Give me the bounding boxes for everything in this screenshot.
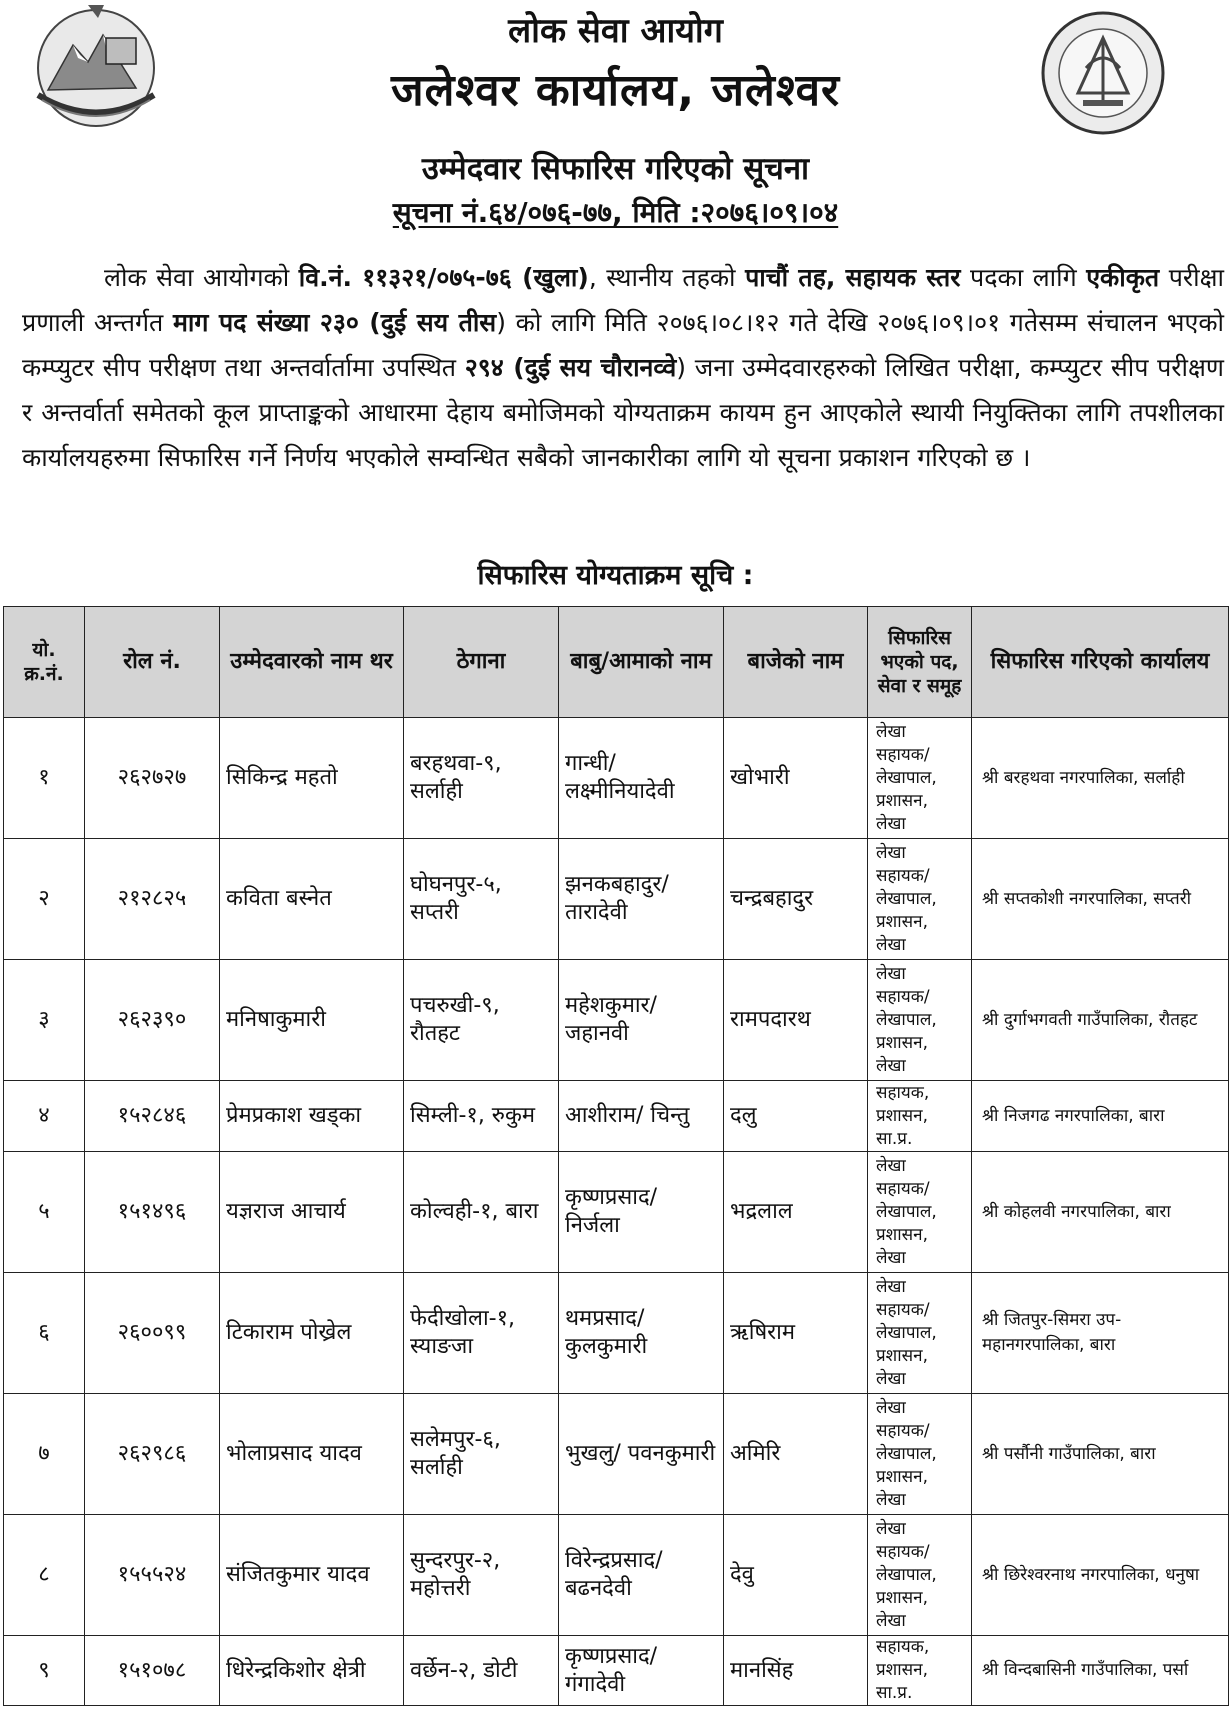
table-row [4, 1081, 1229, 1152]
cell-post: लेखा सहायक/ लेखापाल, प्रशासन, लेखा [868, 718, 972, 839]
cell-name: धिरेन्द्रकिशोर क्षेत्री [220, 1636, 404, 1706]
cell-post: सहायक, प्रशासन, सा.प्र. [868, 1081, 972, 1152]
cell-grandfather: खोभारी [724, 718, 868, 839]
cell-roll: १५१४९६ [85, 1152, 220, 1273]
cell-post: सहायक, प्रशासन, सा.प्र. [868, 1636, 972, 1706]
table-row [4, 839, 1229, 960]
cell-grandfather: ऋषिराम [724, 1273, 868, 1394]
cell-address: बरहथवा-९, सर्लाही [404, 718, 559, 839]
table-row [4, 1152, 1229, 1273]
cell-office: श्री दुर्गाभगवती गाउँपालिका, रौतहट [972, 960, 1229, 1081]
cell-post: लेखा सहायक/ लेखापाल, प्रशासन, लेखा [868, 1273, 972, 1394]
office-name: जलेश्वर कार्यालय, जलेश्वर [390, 65, 841, 116]
table-row [4, 960, 1229, 1081]
cell-post: लेखा सहायक/ लेखापाल, प्रशासन, लेखा [868, 1394, 972, 1515]
header-office: सिफारिस गरिएको कार्यालय [972, 607, 1229, 718]
cell-address: सुन्दरपुर-२, महोत्तरी [404, 1515, 559, 1636]
cell-office: श्री पर्सौनी गाउँपालिका, बारा [972, 1394, 1229, 1515]
cell-name: टिकाराम पोख्रेल [220, 1273, 404, 1394]
header-address: ठेगाना [404, 607, 559, 718]
cell-name: प्रेमप्रकाश खड्का [220, 1081, 404, 1152]
cell-roll: २६२३९० [85, 960, 220, 1081]
header-serial: यो. क्र.नं. [4, 607, 85, 718]
cell-serial: १ [4, 718, 85, 839]
notice-title: उम्मेदवार सिफारिस गरिएको सूचना [421, 151, 810, 187]
cell-grandfather: रामपदारथ [724, 960, 868, 1081]
cell-address: सलेमपुर-६, सर्लाही [404, 1394, 559, 1515]
cell-grandfather: मानसिंह [724, 1636, 868, 1706]
table-header-row [4, 607, 1229, 718]
cell-office: श्री छिरेश्वरनाथ नगरपालिका, धनुषा [972, 1515, 1229, 1636]
cell-office: श्री सप्तकोशी नगरपालिका, सप्तरी [972, 839, 1229, 960]
cell-serial: २ [4, 839, 85, 960]
cell-serial: ४ [4, 1081, 85, 1152]
header-roll: रोल नं. [85, 607, 220, 718]
cell-parents: आशीराम/ चिन्तु [559, 1081, 724, 1152]
cell-serial: ९ [4, 1636, 85, 1706]
cell-roll: २६००९९ [85, 1273, 220, 1394]
cell-name: यज्ञराज आचार्य [220, 1152, 404, 1273]
cell-parents: कृष्णप्रसाद/ निर्जला [559, 1152, 724, 1273]
cell-serial: ३ [4, 960, 85, 1081]
cell-grandfather: देवु [724, 1515, 868, 1636]
cell-parents: भुखलु/ पवनकुमारी [559, 1394, 724, 1515]
cell-address: वर्छेन-२, डोटी [404, 1636, 559, 1706]
cell-grandfather: अमिरि [724, 1394, 868, 1515]
list-title: सिफारिस योग्यताक्रम सूचि : [477, 560, 754, 591]
header-name: उम्मेदवारको नाम थर [220, 607, 404, 718]
cell-name: भोलाप्रसाद यादव [220, 1394, 404, 1515]
cell-roll: २६२९८६ [85, 1394, 220, 1515]
cell-office: श्री विन्दबासिनी गाउँपालिका, पर्सा [972, 1636, 1229, 1706]
cell-name: मनिषाकुमारी [220, 960, 404, 1081]
cell-office: श्री कोहलवी नगरपालिका, बारा [972, 1152, 1229, 1273]
table-row [4, 718, 1229, 839]
cell-address: सिम्ली-१, रुकुम [404, 1081, 559, 1152]
cell-serial: ८ [4, 1515, 85, 1636]
table-row [4, 1636, 1229, 1706]
cell-office: श्री निजगढ नगरपालिका, बारा [972, 1081, 1229, 1152]
cell-address: कोल्वही-१, बारा [404, 1152, 559, 1273]
table-row [4, 1394, 1229, 1515]
cell-serial: ५ [4, 1152, 85, 1273]
cell-post: लेखा सहायक/ लेखापाल, प्रशासन, लेखा [868, 1152, 972, 1273]
cell-name: संजितकुमार यादव [220, 1515, 404, 1636]
cell-grandfather: दलु [724, 1081, 868, 1152]
cell-address: पचरुखी-९, रौतहट [404, 960, 559, 1081]
cell-name: सिकिन्द्र महतो [220, 718, 404, 839]
cell-address: घोघनपुर-५, सप्तरी [404, 839, 559, 960]
cell-roll: १५१०७८ [85, 1636, 220, 1706]
cell-post: लेखा सहायक/ लेखापाल, प्रशासन, लेखा [868, 839, 972, 960]
cell-roll: २१२८२५ [85, 839, 220, 960]
cell-office: श्री बरहथवा नगरपालिका, सर्लाही [972, 718, 1229, 839]
cell-post: लेखा सहायक/ लेखापाल, प्रशासन, लेखा [868, 1515, 972, 1636]
notice-reference: सूचना नं.६४/०७६-७७, मिति :२०७६।०९।०४ [392, 196, 839, 229]
recommendation-table [3, 606, 1229, 1706]
header-post: सिफारिस भएको पद, सेवा र समूह [868, 607, 972, 718]
notice-paragraph: लोक सेवा आयोगको वि.नं. ११३२१/०७५-७६ (खुला), स्थानीय तहको पाचौं तह, सहायक स्तर पदका लागि एकीकृत परीक्षा प्रणाली अन्तर्गत माग पद संख्या २३० (दुई सय तीस) को लागि मिति २०७६।०८।१२ गते देखि २०७६।०९।०१ गतेसम्म संचालन भएको कम्प्युटर सीप परीक्षण तथा अन्तर्वार्तामा उपस्थित २९४ (दुई सय चौरानव्वे) जना उम्मेदवारहरुको लिखित परीक्षा, कम्प्युटर सीप परीक्षण र अन्तर्वार्ता समेतको कूल प्राप्ताङ्कको आधारमा देहाय बमोजिमको योग्यताक्रम कायम हुन आएकोले स्थायी नियुक्तिका लागि तपशीलका कार्यालयहरुमा सिफारिस गर्ने निर्णय भएकोले सम्वन्धित सबैको जानकारीका लागि यो सूचना प्रकाशन गरिएको छ । [22, 263, 1225, 472]
cell-office: श्री जितपुर-सिमरा उप-महानगरपालिका, बारा [972, 1273, 1229, 1394]
cell-roll: २६२७२७ [85, 718, 220, 839]
cell-parents: गान्धी/ लक्ष्मीनियादेवी [559, 718, 724, 839]
notice-header [0, 0, 1231, 240]
header-grandfather: बाजेको नाम [724, 607, 868, 718]
cell-roll: १५२८४६ [85, 1081, 220, 1152]
cell-serial: ६ [4, 1273, 85, 1394]
table-row [4, 1515, 1229, 1636]
cell-post: लेखा सहायक/ लेखापाल, प्रशासन, लेखा [868, 960, 972, 1081]
cell-parents: झनकबहादुर/ तारादेवी [559, 839, 724, 960]
table-row [4, 1273, 1229, 1394]
organization-name: लोक सेवा आयोग [508, 11, 723, 51]
cell-parents: थमप्रसाद/ कुलकुमारी [559, 1273, 724, 1394]
cell-parents: विरेन्द्रप्रसाद/ बढनदेवी [559, 1515, 724, 1636]
cell-grandfather: भद्रलाल [724, 1152, 868, 1273]
cell-parents: कृष्णप्रसाद/ गंगादेवी [559, 1636, 724, 1706]
table-body [4, 718, 1229, 1706]
cell-name: कविता बस्नेत [220, 839, 404, 960]
cell-roll: १५५५२४ [85, 1515, 220, 1636]
header-parents: बाबु/आमाको नाम [559, 607, 724, 718]
cell-address: फेदीखोला-१, स्याङजा [404, 1273, 559, 1394]
cell-grandfather: चन्द्रबहादुर [724, 839, 868, 960]
cell-parents: महेशकुमार/ जहानवी [559, 960, 724, 1081]
cell-serial: ७ [4, 1394, 85, 1515]
